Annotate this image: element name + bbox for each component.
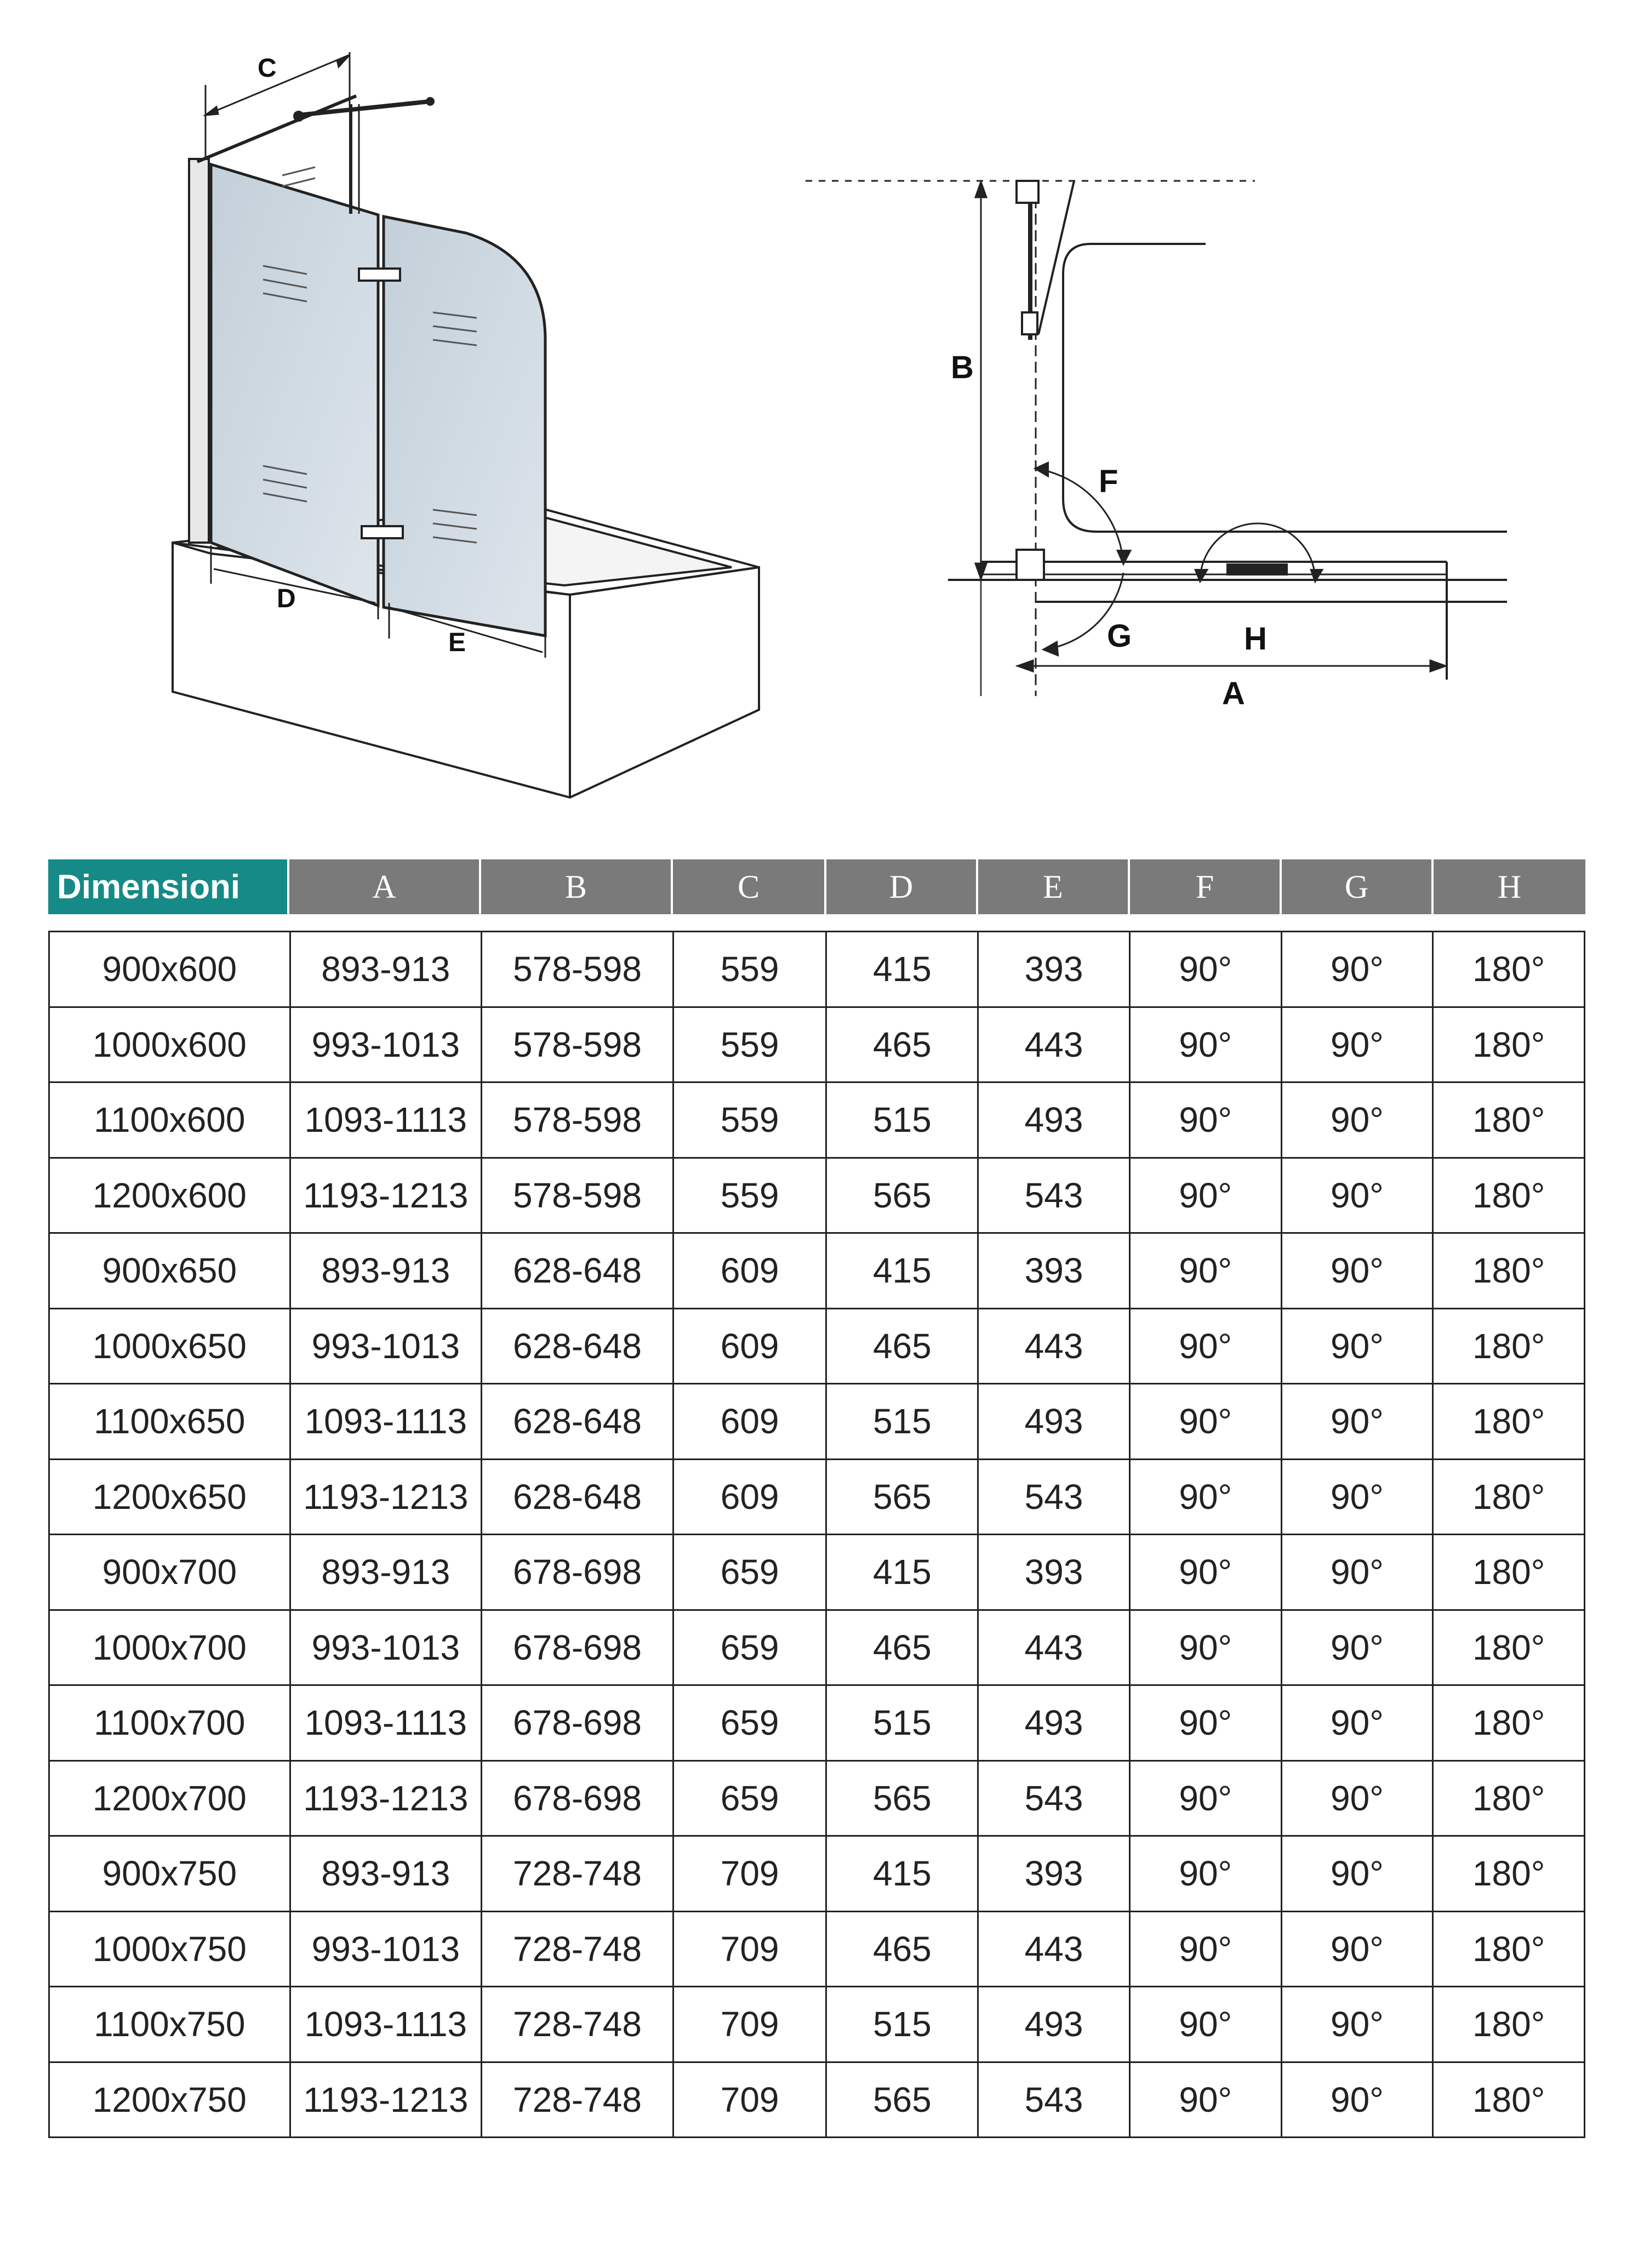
table-cell: 578-598 [482,932,674,1008]
table-cell: 90° [1282,1912,1434,1988]
table-cell: 90° [1282,1008,1434,1084]
table-cell: 393 [979,932,1131,1008]
table-cell: 415 [827,1535,979,1611]
technical-drawing [0,0,1644,855]
table-cell: 893-913 [291,932,483,1008]
table-cell: 900x700 [50,1535,291,1611]
table-body [48,931,1585,2138]
table-cell: 180° [1434,1309,1585,1385]
table-cell: 678-698 [482,1535,674,1611]
bathtub-screen-perspective [173,52,759,797]
table-cell: 628-648 [482,1384,674,1460]
table-cell: 893-913 [291,1234,483,1309]
table-cell: 709 [674,1837,827,1912]
table-cell: 90° [1282,1535,1434,1611]
table-cell: 628-648 [482,1460,674,1536]
table-cell: 90° [1131,1837,1282,1912]
table-cell: 609 [674,1384,827,1460]
table-cell: 180° [1434,1912,1585,1988]
table-cell: 565 [827,1762,979,1837]
hinge-bottom [362,526,403,538]
plan-view [806,181,1507,696]
header-d: D [826,859,978,914]
label-a: A [1222,676,1245,711]
table-cell: 659 [674,1686,827,1762]
table-cell: 515 [827,1384,979,1460]
table-row [50,1309,1585,1385]
table-cell: 393 [979,1535,1131,1611]
table-cell: 90° [1131,1384,1282,1460]
table-cell: 1193-1213 [291,2063,483,2139]
table-cell: 180° [1434,2063,1585,2139]
table-cell: 709 [674,1912,827,1988]
table-cell: 1100x700 [50,1686,291,1762]
table-cell: 90° [1131,1083,1282,1159]
table-cell: 90° [1282,2063,1434,2139]
table-cell: 609 [674,1309,827,1385]
label-d: D [277,584,296,613]
table-cell: 728-748 [482,1987,674,2063]
table-cell: 1093-1113 [291,1686,483,1762]
table-cell: 1100x750 [50,1987,291,2063]
table-cell: 465 [827,1309,979,1385]
table-cell: 543 [979,1762,1131,1837]
label-h: H [1244,621,1267,657]
table-cell: 393 [979,1837,1131,1912]
table-cell: 678-698 [482,1611,674,1686]
hinge-top [359,269,400,281]
table-cell: 565 [827,1159,979,1234]
table-cell: 90° [1282,1159,1434,1234]
table-cell: 993-1013 [291,1309,483,1385]
table-cell: 1093-1113 [291,1987,483,2063]
header-b: B [481,859,673,914]
table-cell: 628-648 [482,1234,674,1309]
table-cell: 180° [1434,932,1585,1008]
table-cell: 565 [827,1460,979,1536]
table-cell: 659 [674,1762,827,1837]
table-cell: 180° [1434,1762,1585,1837]
table-cell: 415 [827,1234,979,1309]
label-g: G [1107,618,1132,654]
table-cell: 180° [1434,1083,1585,1159]
label-f: F [1099,464,1118,499]
header-g: G [1282,859,1434,914]
table-cell: 559 [674,1159,827,1234]
table-cell: 559 [674,932,827,1008]
table-cell: 90° [1282,1460,1434,1536]
table-row [50,1686,1585,1762]
table-cell: 1200x750 [50,2063,291,2139]
table-cell: 515 [827,1686,979,1762]
table-cell: 1000x700 [50,1611,291,1686]
table-row [50,1535,1585,1611]
table-cell: 559 [674,1008,827,1084]
table-cell: 90° [1131,1008,1282,1084]
header-dimensioni: Dimensioni [48,859,289,914]
table-cell: 728-748 [482,1912,674,1988]
table-row [50,2063,1585,2139]
table-cell: 578-598 [482,1008,674,1084]
table-cell: 493 [979,1987,1131,2063]
table-cell: 90° [1131,1686,1282,1762]
table-cell: 578-598 [482,1159,674,1234]
table-cell: 543 [979,1159,1131,1234]
table-cell: 1093-1113 [291,1384,483,1460]
table-cell: 1093-1113 [291,1083,483,1159]
table-row [50,1008,1585,1084]
table-cell: 628-648 [482,1309,674,1385]
table-cell: 709 [674,2063,827,2139]
table-row [50,1234,1585,1309]
table-row [50,1460,1585,1536]
table-cell: 90° [1282,1837,1434,1912]
table-cell: 578-598 [482,1083,674,1159]
table-cell: 180° [1434,1384,1585,1460]
table-cell: 90° [1282,1309,1434,1385]
table-cell: 90° [1131,1535,1282,1611]
table-cell: 415 [827,1837,979,1912]
glass-panel-fixed [211,164,378,606]
table-cell: 993-1013 [291,1611,483,1686]
table-cell: 543 [979,1460,1131,1536]
table-cell: 90° [1131,2063,1282,2139]
table-row [50,1384,1585,1460]
plan-hinge [1228,565,1287,574]
label-e: E [448,628,466,657]
table-cell: 465 [827,1008,979,1084]
table-cell: 415 [827,932,979,1008]
table-cell: 609 [674,1460,827,1536]
table-cell: 728-748 [482,1837,674,1912]
label-c: C [258,54,277,83]
table-cell: 609 [674,1234,827,1309]
table-row [50,1611,1585,1686]
header-c: C [673,859,826,914]
table-cell: 1193-1213 [291,1159,483,1234]
table-cell: 900x600 [50,932,291,1008]
table-cell: 1200x700 [50,1762,291,1837]
table-cell: 90° [1282,1234,1434,1309]
header-f: F [1130,859,1282,914]
table-cell: 180° [1434,1535,1585,1611]
header-h: H [1434,859,1585,914]
table-cell: 90° [1131,932,1282,1008]
table-cell: 1000x750 [50,1912,291,1988]
table-cell: 90° [1131,1912,1282,1988]
table-cell: 180° [1434,1837,1585,1912]
table-cell: 90° [1282,932,1434,1008]
table-cell: 709 [674,1987,827,2063]
table-cell: 1200x600 [50,1159,291,1234]
glass-panel-folding [384,216,545,636]
table-cell: 443 [979,1611,1131,1686]
table-cell: 565 [827,2063,979,2139]
table-cell: 90° [1282,1686,1434,1762]
table-cell: 678-698 [482,1762,674,1837]
header-a: A [289,859,481,914]
table-cell: 993-1013 [291,1912,483,1988]
table-row [50,1912,1585,1988]
table-cell: 443 [979,1912,1131,1988]
table-cell: 993-1013 [291,1008,483,1084]
table-cell: 728-748 [482,2063,674,2139]
table-cell: 465 [827,1611,979,1686]
dimensions-table [48,859,1585,2138]
table-cell: 659 [674,1611,827,1686]
table-cell: 900x650 [50,1234,291,1309]
stabiliser-bar [197,96,356,162]
table-cell: 180° [1434,1987,1585,2063]
table-row [50,932,1585,1008]
table-cell: 1193-1213 [291,1460,483,1536]
table-cell: 659 [674,1535,827,1611]
table-cell: 1000x600 [50,1008,291,1084]
table-row [50,1083,1585,1159]
header-e: E [978,859,1130,914]
table-cell: 90° [1282,1987,1434,2063]
table-cell: 443 [979,1008,1131,1084]
table-cell: 1193-1213 [291,1762,483,1837]
table-cell: 893-913 [291,1837,483,1912]
table-cell: 465 [827,1912,979,1988]
table-cell: 543 [979,2063,1131,2139]
table-cell: 90° [1131,1234,1282,1309]
table-cell: 90° [1131,1987,1282,2063]
table-cell: 393 [979,1234,1131,1309]
table-cell: 180° [1434,1008,1585,1084]
table-cell: 1200x650 [50,1460,291,1536]
table-cell: 493 [979,1686,1131,1762]
table-cell: 515 [827,1083,979,1159]
table-row [50,1837,1585,1912]
table-row [50,1987,1585,2063]
table-cell: 90° [1282,1083,1434,1159]
table-cell: 180° [1434,1460,1585,1536]
table-cell: 90° [1131,1309,1282,1385]
table-cell: 180° [1434,1159,1585,1234]
table-row [50,1762,1585,1837]
label-b: B [951,350,974,385]
table-cell: 1100x650 [50,1384,291,1460]
table-cell: 180° [1434,1686,1585,1762]
table-cell: 90° [1131,1159,1282,1234]
table-cell: 180° [1434,1611,1585,1686]
table-cell: 559 [674,1083,827,1159]
table-cell: 893-913 [291,1535,483,1611]
table-cell: 1000x650 [50,1309,291,1385]
table-cell: 90° [1282,1384,1434,1460]
table-cell: 443 [979,1309,1131,1385]
table-row [50,1159,1585,1234]
table-header [48,859,1585,914]
table-cell: 515 [827,1987,979,2063]
table-cell: 180° [1434,1234,1585,1309]
table-cell: 90° [1282,1611,1434,1686]
table-cell: 493 [979,1384,1131,1460]
table-cell: 900x750 [50,1837,291,1912]
wall-profile [189,159,209,543]
table-cell: 1100x600 [50,1083,291,1159]
table-cell: 90° [1131,1460,1282,1536]
table-cell: 90° [1131,1611,1282,1686]
table-cell: 90° [1131,1762,1282,1837]
table-cell: 493 [979,1083,1131,1159]
table-cell: 678-698 [482,1686,674,1762]
table-cell: 90° [1282,1762,1434,1837]
